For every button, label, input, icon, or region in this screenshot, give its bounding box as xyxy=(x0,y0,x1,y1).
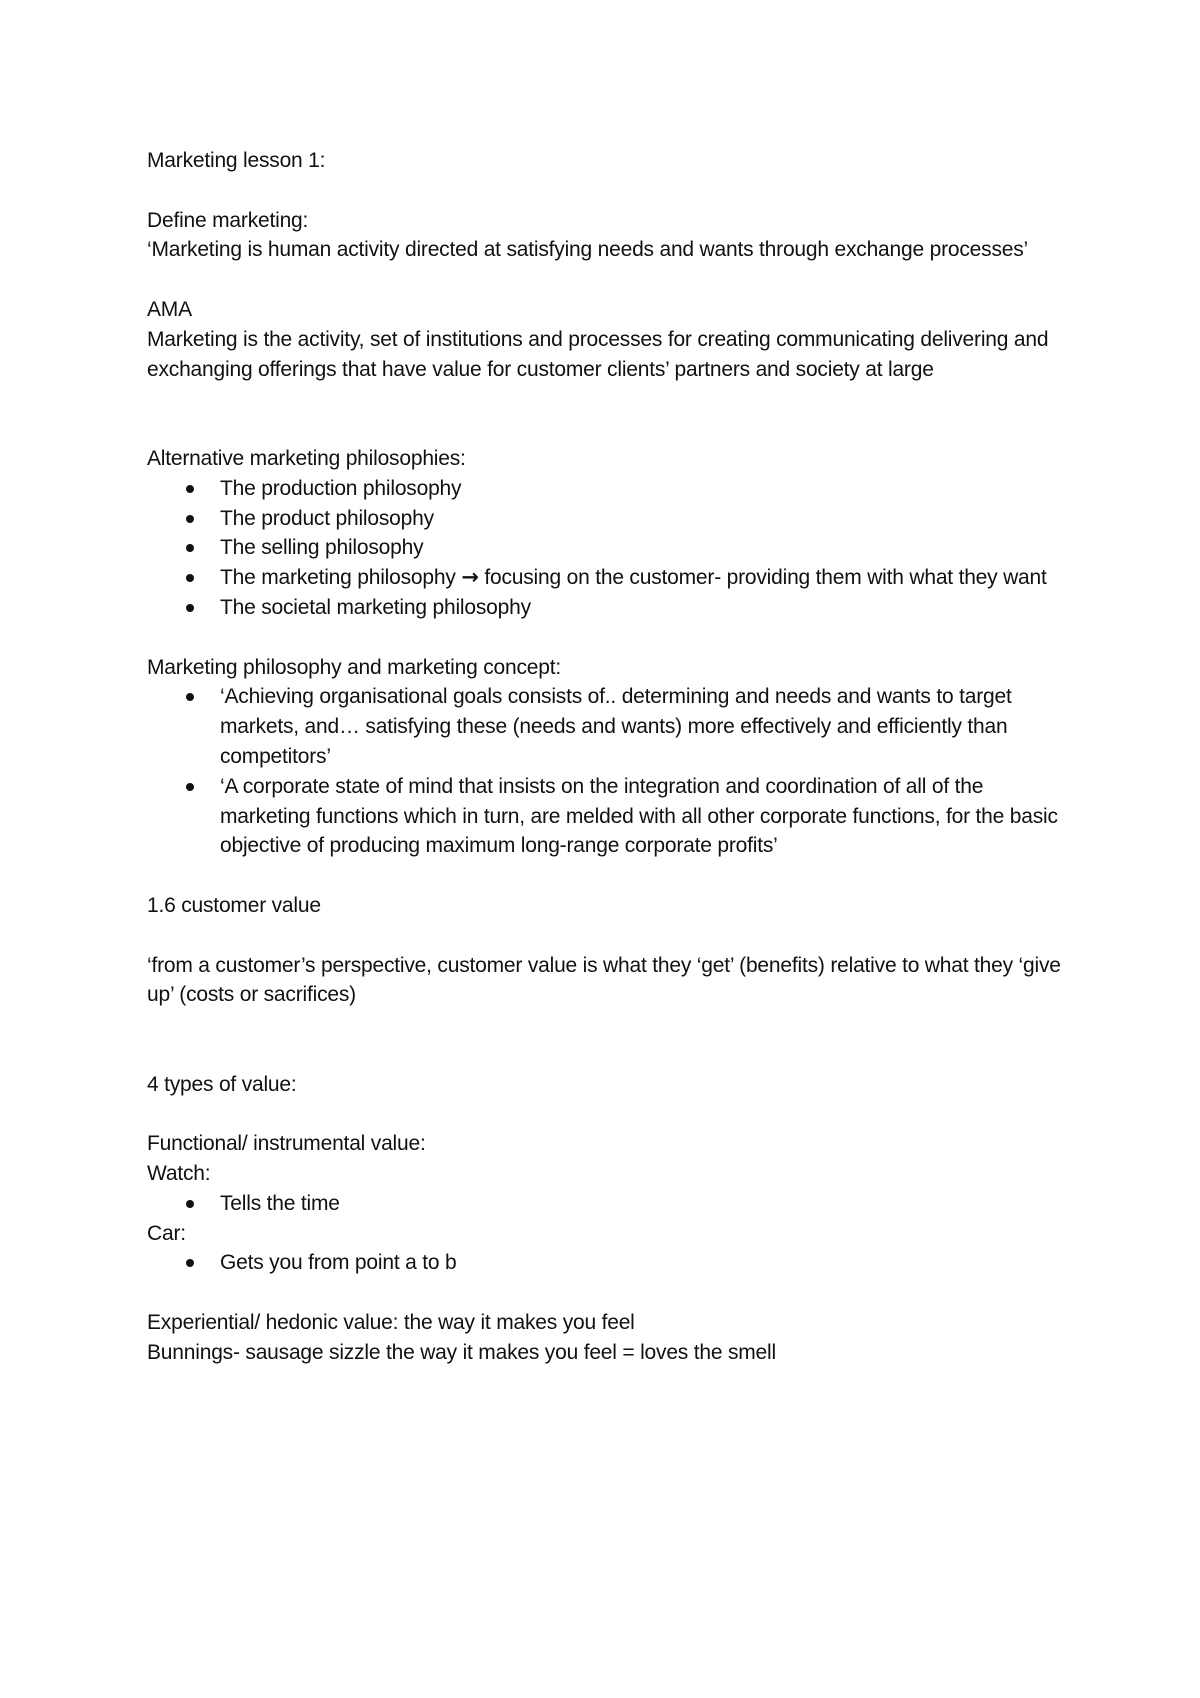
list-item-text: ‘A corporate state of mind that insists on the integration and coordination of all of the marketing functions which in turn, are melded with all other corporate functions, for the basic objective of producing maximum long-range corporate profits’ xyxy=(220,774,1058,858)
spacer xyxy=(147,1278,1067,1308)
document-body xyxy=(147,146,1067,1368)
concept-heading: Marketing philosophy and marketing concept: xyxy=(147,655,561,679)
watch-list xyxy=(147,1189,1067,1219)
list-item xyxy=(147,772,1067,861)
list-item-text: ‘Achieving organisational goals consists of.. determining and needs and wants to target markets, and… satisfying these (needs and wants) more effectively and efficiently than competitors’ xyxy=(220,685,1012,768)
concept-list xyxy=(147,682,1067,861)
arrow-right-icon: → xyxy=(461,565,479,590)
customer-value-heading: 1.6 customer value xyxy=(147,893,321,917)
experiential-heading: Experiential/ hedonic value: the way it makes you feel xyxy=(147,1311,635,1335)
list-item-text: The product philosophy xyxy=(220,506,434,530)
car-label: Car: xyxy=(147,1221,186,1245)
spacer xyxy=(147,921,1067,951)
define-quote: ‘Marketing is human activity directed at satisfying needs and wants through exchange processes’ xyxy=(147,238,1028,262)
ama-text: Marketing is the activity, set of institutions and processes for creating communicating delivering and exchanging offerings that have value for customer clients’ partners and society at large xyxy=(147,327,1049,381)
bullet-icon xyxy=(186,515,194,523)
define-heading: Define marketing: xyxy=(147,208,309,232)
list-item-text: Gets you from point a to b xyxy=(220,1251,457,1275)
bullet-icon xyxy=(186,693,194,701)
list-item xyxy=(147,533,1067,563)
list-item-text: The societal marketing philosophy xyxy=(220,595,531,619)
list-item xyxy=(147,682,1067,771)
philosophies-list xyxy=(147,474,1067,623)
bullet-icon xyxy=(186,1200,194,1208)
customer-value-quote: ‘from a customer’s perspective, customer value is what they ‘get’ (benefits) relative to what they ‘give up’ (costs or sacrifices) xyxy=(147,953,1061,1007)
list-item xyxy=(147,563,1067,593)
page-title: Marketing lesson 1: xyxy=(147,149,326,172)
types-heading: 4 types of value: xyxy=(147,1072,297,1096)
bullet-icon xyxy=(186,544,194,552)
list-item-detail: focusing on the customer- providing them with what they want xyxy=(484,566,1047,590)
bullet-icon xyxy=(186,604,194,612)
list-item-text: The production philosophy xyxy=(220,476,462,500)
spacer xyxy=(147,1010,1067,1070)
spacer xyxy=(147,623,1067,653)
bullet-icon xyxy=(186,783,194,791)
list-item xyxy=(147,593,1067,623)
list-item xyxy=(147,1189,1067,1219)
list-item xyxy=(147,504,1067,534)
bullet-icon xyxy=(186,1259,194,1267)
list-item-text: The selling philosophy xyxy=(220,536,424,560)
spacer xyxy=(147,384,1067,444)
ama-heading: AMA xyxy=(147,297,192,321)
car-list xyxy=(147,1248,1067,1278)
spacer xyxy=(147,265,1067,295)
list-item xyxy=(147,474,1067,504)
spacer xyxy=(147,176,1067,206)
bullet-icon xyxy=(186,485,194,493)
philosophies-heading: Alternative marketing philosophies: xyxy=(147,446,466,470)
functional-heading: Functional/ instrumental value: xyxy=(147,1132,426,1156)
list-item-text: The marketing philosophy xyxy=(220,566,456,590)
bullet-icon xyxy=(186,574,194,582)
list-item xyxy=(147,1248,1067,1278)
spacer xyxy=(147,1100,1067,1130)
list-item-text: Tells the time xyxy=(220,1191,340,1215)
bunnings-text: Bunnings- sausage sizzle the way it makes you feel = loves the smell xyxy=(147,1340,776,1364)
watch-label: Watch: xyxy=(147,1162,211,1186)
spacer xyxy=(147,861,1067,891)
